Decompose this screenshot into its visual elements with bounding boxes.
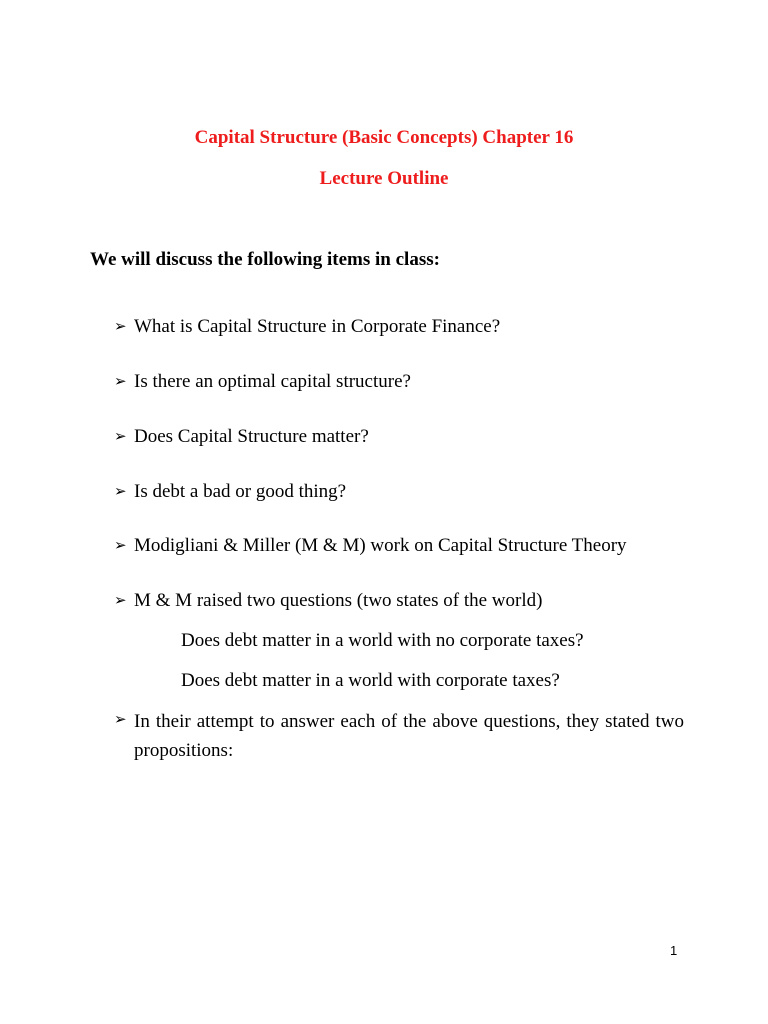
list-item-text: What is Capital Structure in Corporate Finance?: [134, 316, 501, 337]
list-item: [114, 424, 684, 450]
arrow-bullet-icon: ➢: [114, 538, 127, 554]
page-number: 1: [670, 943, 678, 958]
list-item: [114, 314, 684, 340]
list-item-text: M & M raised two questions (two states of the world): [134, 590, 543, 611]
list-item: [114, 479, 684, 505]
document-title: Capital Structure (Basic Concepts) Chapter 16: [194, 127, 574, 148]
list-item-text: Is there an optimal capital structure?: [134, 371, 411, 392]
sub-question: Does debt matter in a world with corporate taxes?: [181, 670, 560, 691]
list-item: [114, 369, 684, 395]
arrow-bullet-icon: ➢: [114, 374, 127, 390]
arrow-bullet-icon: ➢: [114, 593, 127, 609]
list-item: [114, 707, 684, 765]
arrow-bullet-icon: ➢: [114, 484, 127, 500]
document-subtitle: Lecture Outline: [319, 168, 449, 189]
list-item: [114, 588, 684, 614]
list-item-text: Modigliani & Miller (M & M) work on Capital Structure Theory: [134, 535, 627, 556]
list-item-text: Does Capital Structure matter?: [134, 426, 369, 447]
list-item-text: In their attempt to answer each of the above questions, they stated two propositions:: [134, 711, 684, 761]
arrow-bullet-icon: ➢: [114, 429, 127, 445]
sub-question: Does debt matter in a world with no corporate taxes?: [181, 630, 584, 651]
arrow-bullet-icon: ➢: [114, 712, 127, 728]
list-item: [114, 533, 684, 559]
intro-heading: We will discuss the following items in class:: [90, 249, 440, 270]
arrow-bullet-icon: ➢: [114, 319, 127, 335]
list-item-text: Is debt a bad or good thing?: [134, 481, 347, 502]
